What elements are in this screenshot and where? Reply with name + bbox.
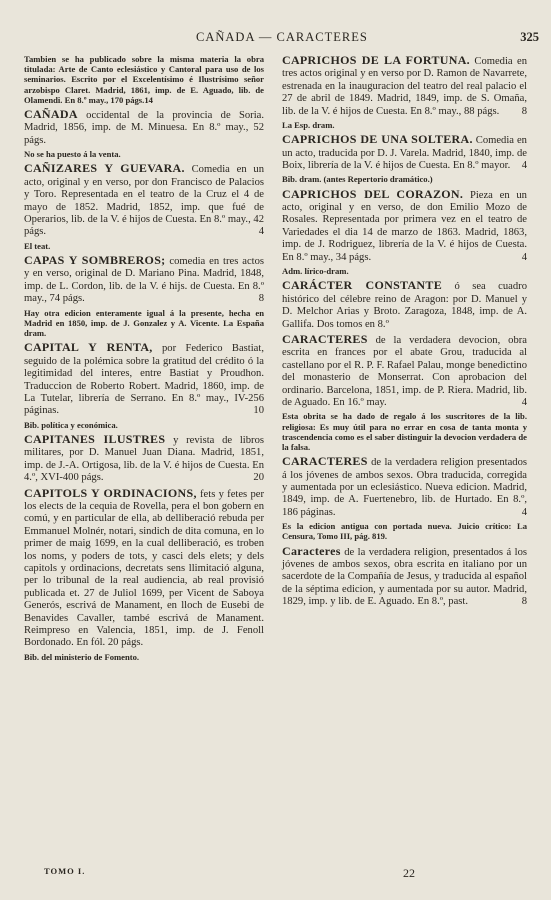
sheet-count: 4 xyxy=(258,226,264,238)
entry-note xyxy=(24,652,264,662)
entry-heading: CARACTERES xyxy=(282,454,368,469)
note-text: Bib. política y económica. xyxy=(24,419,118,430)
catalog-entry xyxy=(24,341,264,417)
note-text: La Esp. dram. xyxy=(282,120,335,131)
sheet-count: 14 xyxy=(144,94,153,105)
entry-note xyxy=(24,54,264,105)
page-number: 325 xyxy=(520,30,539,44)
running-header xyxy=(0,30,551,46)
entry-heading: CAPITANES ILUSTRES xyxy=(24,431,166,446)
entry-heading: CAPRICHOS DE LA FORTUNA. xyxy=(282,53,470,67)
entry-heading: CAÑIZARES Y GUEVARA. xyxy=(24,161,185,176)
signature-mark: 22 xyxy=(403,866,415,880)
sheet-count: 4 xyxy=(521,251,527,263)
catalog-entry xyxy=(282,333,527,409)
entry-body: Comedia en un acto, traducida por D. J. Varela. Madrid, 1840, imp. de Boix, librería de la V. é hijos de Cuesta. En 8.º mayor. xyxy=(282,135,527,172)
catalog-entry xyxy=(282,545,527,609)
catalog-entry xyxy=(282,279,527,331)
right-column xyxy=(282,54,527,611)
entry-heading: CAÑADA xyxy=(24,107,78,122)
note-text: Es la edicion antigua con portada nueva. Juicio crítico: La Censura, Tomo III, pág. 819. xyxy=(282,521,527,542)
entry-body: Pieza en un acto, original y en verso, de don Emilio Mozo de Rosales. Representada por primera vez en el teatro de Variedades el dia 14 de marzo de 1863. Madrid, 1863, imp. de J. Rodriguez, librería de la V. é hijos de Cuesta. En 8.º may., 34 págs. xyxy=(282,189,527,263)
left-column xyxy=(24,54,264,665)
entry-body: occidental de la provincia de Soria. Madrid, 1856, imp. de M. Minuesa. En 8.º may., 52 págs. xyxy=(24,110,264,146)
volume-label: TOMO I. xyxy=(44,866,86,876)
note-text: Bib. del ministerio de Fomento. xyxy=(24,651,140,662)
entry-body: ó sea cuadro histórico del célebre reino de Aragon: por D. Manuel y D. Melchor Arias y Broto. Zaragoza, 1848, imp. de A. Gallifa. Dos tomos en 8.º xyxy=(282,281,527,330)
entry-heading: CAPITOLS Y ORDINACIONS, xyxy=(24,485,197,500)
catalog-entry xyxy=(282,188,527,264)
entry-body: de la verdadera devocion, obra escrita en frances por el abate Grou, traducida al castellano por el R. P. F. Rafael Palau, monge benedictino del monasterio de Monserrat. Con aprobacion del ordinario. Barcelona, 1851, imp. de P. Riera. Madrid, lib. de Aguado. En 16.º may. xyxy=(282,334,527,408)
note-text: Tambien se ha publicado sobre la misma materia la obra titulada: Arte de Canto eclesiástico y Cantoral para uso de los seminarios. Escrito por el Excelentísimo é Ilustrísimo señor arzobispo Claret. Madrid, 1861, imp. de E. Aguado, lib. de Olamendi. En 8.º may., 170 págs. xyxy=(24,54,264,105)
entry-heading: CAPRICHOS DE UNA SOLTERA. xyxy=(282,132,473,147)
entry-body: por Federico Bastiat, seguido de la polémica sobre la gratitud del crédito ó la legitimidad del interes, entre Bastiat y Proudhon. Traduccion de Roberto Robert. Madrid, 1860, imp. de La Tutelar, librería de Serrano. En 8.º may., IV-256 páginas. xyxy=(24,343,264,417)
page-footer xyxy=(0,866,551,880)
note-text: Esta obrita se ha dado de regalo á los suscritores de la lib. religiosa: Es muy útil para no errar en cosa de tanta monta y trascendencia como es el saber distinguir la devocion verdadera de la falsa. xyxy=(282,411,527,452)
note-text: Bib. dram. (antes Repertorio dramático.) xyxy=(282,174,433,185)
entry-heading: CARÁCTER CONSTANTE xyxy=(282,278,442,293)
catalog-entry xyxy=(282,133,527,172)
entry-body: comedia en tres actos y en verso, original de D. Mariano Pina. Madrid, 1848, imp. de L. Cordon, lib. de la V. é hijs. de Cuesta. En 8.º may., 74 págs. xyxy=(24,256,265,305)
catalog-entry xyxy=(24,433,264,485)
catalog-entry xyxy=(24,254,264,306)
catalog-entry xyxy=(24,487,264,650)
entry-note xyxy=(24,308,264,339)
entry-note xyxy=(282,521,527,541)
note-text: No se ha puesto á la venta. xyxy=(24,149,121,160)
sheet-count: 4 xyxy=(521,506,527,518)
entry-heading: CAPITAL Y RENTA, xyxy=(24,340,153,355)
entry-body: de la verdadera religion presentados á los jóvenes de ambos sexos. Obra traducida, corregida y aumentada por un eclesiástico. Nueva edicion. Madrid, 1849, imp. de A. Fuertenebro, lib. de Hurtado. En 8.º, 186 páginas. xyxy=(282,457,527,518)
entry-body: Comedia en tres actos original y en verso por D. Ramon de Navarrete, estrenada en la inauguracion del teatro del real palacio el 27 de abril de 1849. Madrid, 1849, imp. de S. Omaña, lib. de la V. é hijos de Cuesta. En 8.º may., 88 págs. xyxy=(282,56,527,117)
sheet-count: 8 xyxy=(521,105,527,117)
sheet-count: 4 xyxy=(521,160,527,172)
catalog-entry xyxy=(24,108,264,147)
note-text: Hay otra edicion enteramente igual á la presente, hecha en Madrid en 1850, imp. de J. Gonzalez y A. Vicente. La España dram. xyxy=(24,307,264,339)
entry-body: Comedia en un acto, original y en verso, por don Francisco de Palacios y Toro. Representada en el teatro de la Cruz el 4 de mayo de 1852. Madrid, 1852, imp. que fué de Operarios, lib. de la V. é hijos de Cuesta. En 8.º may., 42 págs. xyxy=(24,164,264,238)
entry-note xyxy=(24,241,264,251)
entry-note xyxy=(282,266,527,276)
sheet-count: 4 xyxy=(521,396,527,408)
entry-body: y revista de libros militares, por D. Manuel Juan Diana. Madrid, 1851, imp. de J.-A. Ortigosa, lib. de la V. é hijos de Cuesta. En 4.º, XVI-400 págs. xyxy=(24,434,264,484)
entry-note xyxy=(24,420,264,430)
sheet-count: 8 xyxy=(521,596,527,608)
entry-heading: CAPAS Y SOMBREROS; xyxy=(24,253,166,268)
catalog-entry xyxy=(282,455,527,519)
sheet-count: 20 xyxy=(253,472,264,484)
entry-heading: CARACTERES xyxy=(282,331,368,346)
catalog-entry xyxy=(282,54,527,118)
entry-note xyxy=(24,149,264,159)
sheet-count: 10 xyxy=(253,405,264,417)
entry-note xyxy=(282,411,527,452)
catalog-entry xyxy=(24,162,264,238)
note-text: El teat. xyxy=(24,240,51,251)
entry-heading: Caracteres xyxy=(282,543,341,558)
entry-body: fets y fetes per los elects de la cequia de Rovella, pera el bon gobern en comú, y en particular de ella, ab delliberació rebuda per Emmanuel Molnér, notari, sindich de dita comuna, en lo primer de maig 1699, en la cual delliberació, es troben los noms, y poders de tots, y casci dels elets; y dels capitols y ordinacions, decretats sens llimitació alguna, per lo tribunal de la real audiencia, ab real provisió publicada et. 27 de Juliol 1699, per Vicent de Saboya Generós, escrivá de Manament, en lloch de Eusebi de Benavides Cavaller, també escrivá de Manament. Reimpreso en Valencia, 1851, imp. de J. Fenoll Bordonado. En fól. 20 págs. xyxy=(24,488,264,649)
sheet-count: 8 xyxy=(258,293,264,305)
entry-note xyxy=(282,174,527,184)
entry-heading: CAPRICHOS DEL CORAZON. xyxy=(282,186,464,201)
header-title: CAÑADA — CARACTERES xyxy=(196,30,368,44)
entry-note xyxy=(282,120,527,130)
entry-body: de la verdadera religion, presentados á los jóvenes de ambos sexos, obra escrita en italiano por un sacerdote de la Compañía de Jesus, y traducida al español de la séptima edicion, y aumentada por su autor. Madrid, 1829, imp. y lib. de E. Aguado. En 8.º, past. xyxy=(282,546,527,608)
note-text: Adm. lírico-dram. xyxy=(282,266,349,277)
